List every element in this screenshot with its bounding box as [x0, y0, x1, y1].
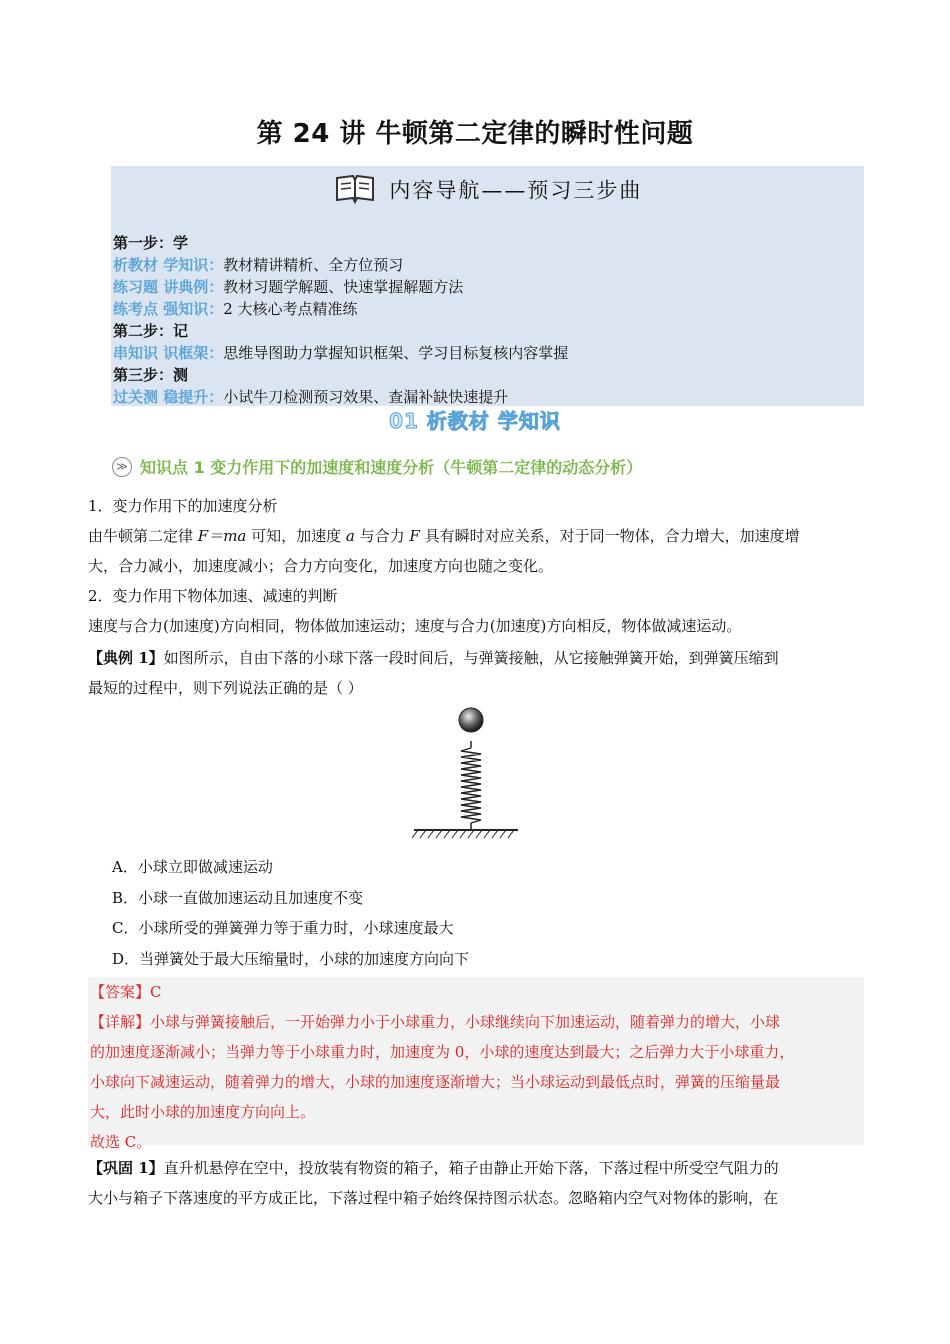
spring: [461, 748, 481, 823]
answer-text: [90, 977, 862, 1157]
section-title: 01 析教材 学知识: [389, 409, 561, 433]
detail-line-2: 的加速度逐渐减小；当弹力等于小球重力时，加速度为 0，小球的速度达到最大；之后弹力大于小球重力，: [90, 1043, 795, 1061]
nav-step-2: 第二步：记: [113, 322, 189, 340]
paragraph-1-cont: 大，合力减小，加速度减小；合力方向变化，加速度方向也随之变化。: [88, 557, 554, 575]
answer-value: C: [150, 983, 162, 1001]
consolidation-1-line-1: [88, 1153, 864, 1183]
page-title: 第 24 讲 牛顿第二定律的瞬时性问题: [256, 119, 694, 149]
example-text: 如图所示，自由下落的小球下落一段时间后，与弹簧接触，从它接触弹簧开始，到弹簧压缩到: [163, 649, 779, 667]
nav-item-text: 小试牛刀检测预习效果、查漏补缺快速提升: [223, 388, 509, 406]
nav-item-text: 2 大核心考点精准练: [223, 300, 358, 318]
text: 可知，加速度: [246, 527, 346, 545]
nav-step-1: 第一步：学: [113, 234, 189, 252]
conclusion-line: 故选 C。: [90, 1133, 152, 1151]
answer-line: [90, 977, 862, 1007]
nav-item-text: 教材习题学解题、快速掌握解题方法: [223, 278, 464, 296]
nav-item-label: 练习题 讲典例：: [113, 278, 224, 296]
consolidation-label: 【巩固 1】: [88, 1159, 164, 1177]
ball: [459, 708, 483, 732]
content-navigation-box: [111, 166, 864, 406]
nav-item-label: 串知识 识框架：: [113, 344, 224, 362]
paragraph-1: [88, 521, 864, 551]
nav-item-text: 思维导图助力掌握知识框架、学习目标复核内容掌握: [223, 344, 569, 362]
nav-item-1: [113, 254, 568, 276]
symbol-a: a: [345, 527, 355, 545]
nav-item-label: 过关测 稳提升：: [113, 388, 224, 406]
detail-line-4: 大，此时小球的加速度方向向上。: [90, 1103, 316, 1121]
nav-header-text: 内容导航——预习三步曲: [389, 178, 643, 203]
paragraph-2: 速度与合力(加速度)方向相同，物体做加速运动；速度与合力(加速度)方向相反，物体做减速运动。: [88, 617, 742, 635]
consolidation-text: 直升机悬停在空中，投放装有物资的箱子，箱子由静止开始下落，下落过程中所受空气阻力的: [163, 1159, 779, 1177]
knowledge-point-heading: [112, 455, 642, 478]
nav-header: [111, 172, 864, 211]
nav-lines: [113, 232, 568, 408]
detail-text: 小球与弹簧接触后，一开始弹力小于小球重力，小球继续向下加速运动，随着弹力的增大，小球: [150, 1013, 781, 1031]
option-b: B．小球一直做加速运动且加速度不变: [112, 889, 364, 907]
text: 由牛顿第二定律: [88, 527, 198, 545]
nav-item-label: 析教材 学知识：: [113, 256, 224, 274]
nav-item-3: [113, 298, 568, 320]
example-1-line-2: 最短的过程中，则下列说法正确的是（ ）: [88, 679, 363, 697]
answer-label: 【答案】: [90, 983, 151, 1001]
option-c: C．小球所受的弹簧弹力等于重力时，小球速度最大: [112, 919, 454, 937]
detail-label: 【详解】: [90, 1013, 151, 1031]
open-book-icon: [333, 172, 377, 211]
answer-box: [88, 977, 864, 1151]
option-a: A．小球立即做减速运动: [112, 858, 273, 876]
formula: F＝ma: [197, 527, 247, 545]
consolidation-1-line-2: 大小与箱子下落速度的平方成正比，下落过程中箱子始终保持图示状态。忽略箱内空气对物体的影响，在: [88, 1189, 779, 1207]
example-1-line-1: [88, 643, 864, 673]
nav-step-3: 第三步：测: [113, 366, 189, 384]
heading-2: 2．变力作用下物体加速、减速的判断: [88, 587, 338, 605]
example-label: 【典例 1】: [88, 649, 164, 667]
nav-item-2: [113, 276, 568, 298]
detail-line-1: [90, 1007, 862, 1037]
spring-ball-figure: [410, 703, 520, 843]
option-d: D．当弹簧处于最大压缩量时，小球的加速度方向向下: [112, 950, 470, 968]
knowledge-point-text: 知识点 1 变力作用下的加速度和速度分析（牛顿第二定律的动态分析）: [140, 458, 643, 477]
arrow-circle-icon: ≫: [112, 457, 132, 477]
heading-1: 1．变力作用下的加速度分析: [88, 497, 278, 515]
nav-item-label: 练考点 强知识：: [113, 300, 224, 318]
symbol-F: F: [409, 527, 420, 545]
text: 具有瞬时对应关系，对于同一物体，合力增大，加速度增: [419, 527, 800, 545]
nav-item-text: 教材精讲精析、全方位预习: [223, 256, 404, 274]
text: 与合力: [354, 527, 410, 545]
nav-item-4: [113, 342, 568, 364]
detail-line-3: 小球向下减速运动，随着弹力的增大，小球的加速度逐渐增大；当小球运动到最低点时，弹簧的压缩量最: [90, 1073, 781, 1091]
